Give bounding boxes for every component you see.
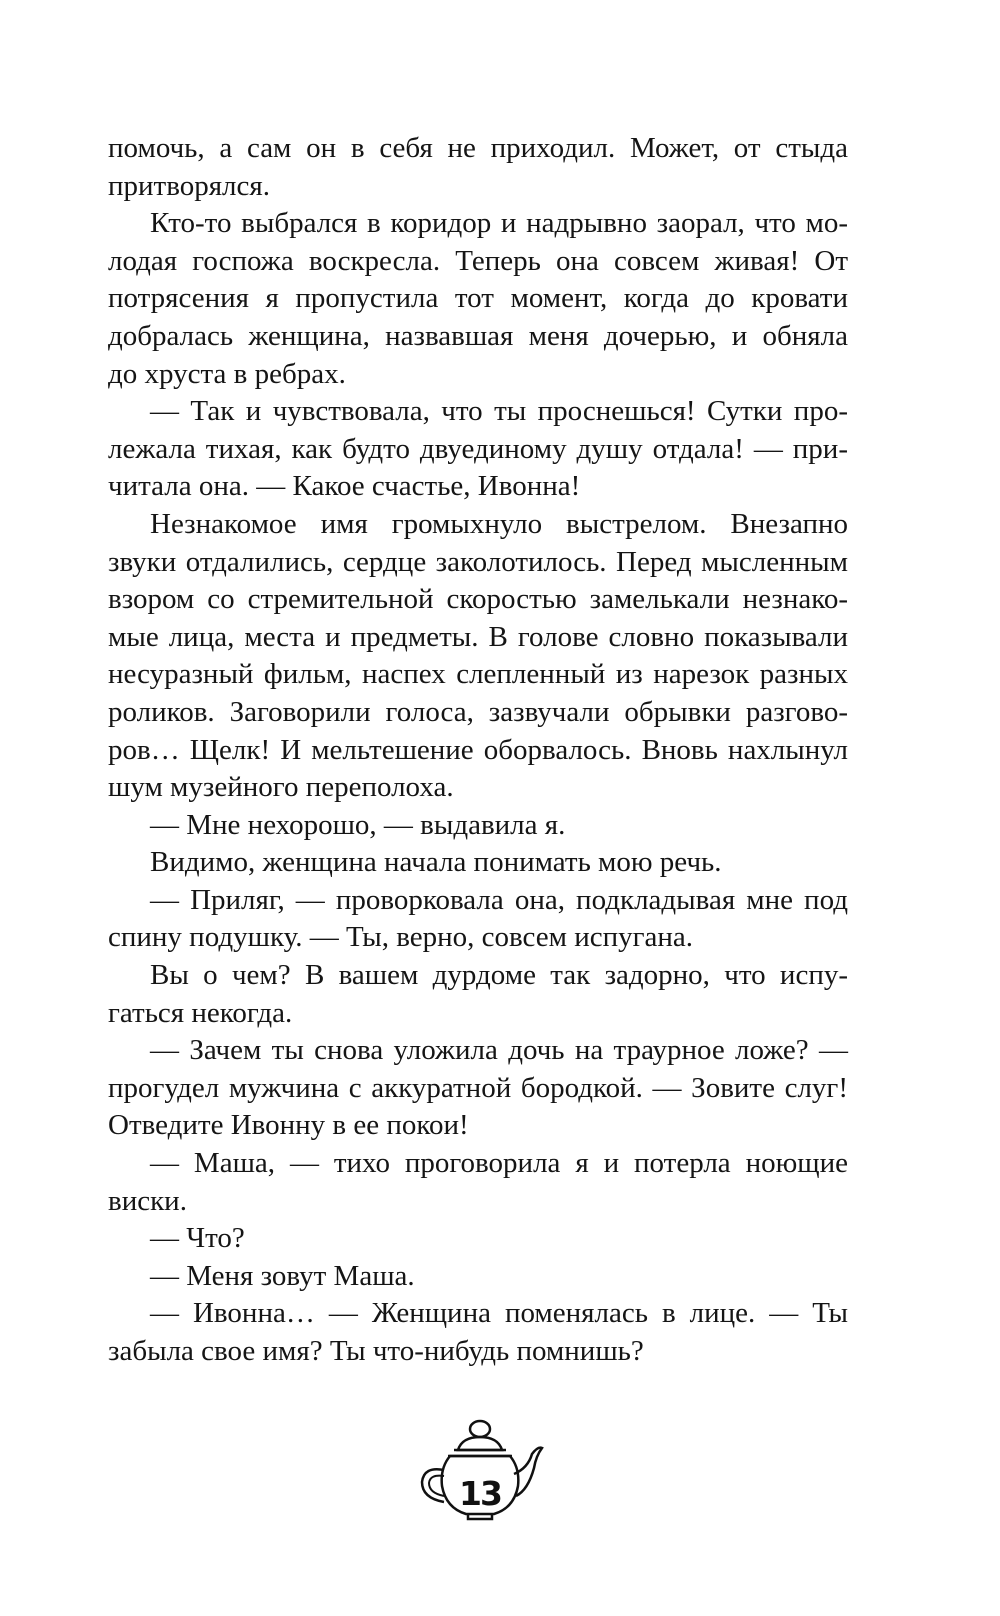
text-line: Отведите Ивонну в ее покои! (108, 1109, 469, 1142)
text-line: Незнакомое имя громыхнуло выстрелом. Внезапно (150, 507, 848, 540)
text-line: — Что? (150, 1222, 245, 1255)
text-line: потрясения я пропустила тот момент, когда до кровати (108, 282, 848, 315)
page-number-ornament (414, 1416, 546, 1524)
text-line: до хруста в ребрах. (108, 357, 346, 390)
body-text (108, 130, 848, 1371)
text-line: Вы о чем? В вашем дурдоме так задорно, что испу- (150, 959, 848, 992)
text-line: виски. (108, 1184, 187, 1217)
text-line: звуки отдалились, сердце заколотилось. Перед мысленным (108, 545, 848, 578)
text-line: гаться некогда. (108, 996, 293, 1029)
text-line: забыла свое имя? Ты что-нибудь помнишь? (108, 1335, 644, 1367)
text-line: Видимо, женщина начала понимать мою речь. (150, 846, 722, 879)
text-line: прогудел мужчина с аккуратной бородкой. — Зовите слуг! (108, 1071, 848, 1104)
text-line: Кто-то выбрался в коридор и надрывно заорал, что мо- (150, 207, 848, 240)
text-line: ров… Щелк! И мельтешение оборвалось. Вновь нахлынул (108, 733, 848, 766)
text-line: роликов. Заговорили голоса, зазвучали обрывки разгово- (108, 695, 848, 728)
text-line: мые лица, места и предметы. В голове словно показывали (108, 620, 848, 653)
text-line: — Маша, — тихо проговорила я и потерла ноющие (150, 1147, 848, 1180)
text-line: лежала тихая, как будто двуединому душу отдала! — при- (108, 432, 848, 465)
text-line: — Приляг, — проворковала она, подкладывая мне под (150, 883, 848, 916)
text-line: — Зачем ты снова уложила дочь на траурное ложе? — (150, 1034, 848, 1067)
text-line: шум музейного переполоха. (108, 771, 454, 804)
text-line: добралась женщина, назвавшая меня дочерью, и обняла (108, 319, 848, 352)
text-line: взором со стремительной скоростью замелькали незнако- (108, 583, 848, 616)
text-line: — Мне нехорошо, — выдавила я. (150, 808, 566, 841)
text-line: притворялся. (108, 169, 270, 202)
text-line: — Так и чувствовала, что ты проснешься! Сутки про- (150, 395, 848, 428)
text-line: — Меня зовут Маша. (150, 1259, 415, 1292)
text-line: несуразный фильм, наспех слепленный из нарезок разных (108, 658, 848, 691)
text-line: — Ивонна… — Женщина поменялась в лице. — Ты (150, 1297, 848, 1330)
text-line: спину подушку. — Ты, верно, совсем испугана. (108, 921, 694, 954)
text-line: лодая госпожа воскресла. Теперь она совсем живая! От (108, 244, 848, 277)
page-number: 13 (459, 1474, 501, 1513)
text-line: читала она. — Какое счастье, Ивонна! (108, 470, 581, 503)
text-line: помочь, а сам он в себя не приходил. Может, от стыда (108, 132, 848, 164)
